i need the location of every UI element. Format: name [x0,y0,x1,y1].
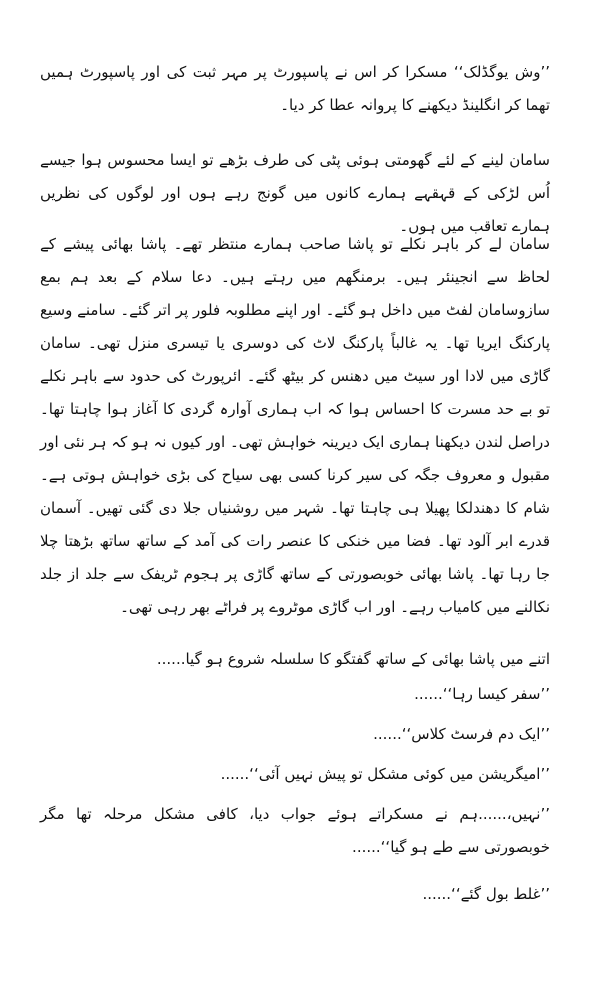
paragraph-conversation-start: اتنے میں پاشا بھائی کے ساتھ گفتگو کا سلسلہ شروع ہو گیا...... [156,650,550,668]
dialogue-line-wrong-word: ’’غلط بول گئے‘‘...... [422,885,550,903]
paragraph-baggage-belt: سامان لینے کے لئے گھومتی ہوئی پٹی کی طرف بڑھے تو ایسا محسوس ہوا جیسے اُس لڑکی کے قہقہے ہمارے کانوں میں گونج رہے ہوں اور لوگوں کی نظریں ہمارے تعاقب میں ہوں۔ [40,151,550,235]
dialogue-line-immigration: ’’امیگریشن میں کوئی مشکل تو پیش نہیں آئی‘‘...... [220,765,550,783]
paragraph-passport-stamp: ’’وش یوگڈلک‘‘ مسکرا کر اس نے پاسپورٹ پر مہر ثبت کی اور پاسپورٹ ہمیں تھما کر انگلینڈ دیکھنے کا پروانہ عطا کر دیا۔ [40,63,550,114]
dialogue-line-reply: ’’نہیں،......ہم نے مسکراتے ہوئے جواب دیا، کافی مشکل مرحلہ تھا مگر خوبصورتی سے طے ہو گیا‘‘...... [40,805,550,856]
dialogue-line-journey: ’’سفر کیسا رہا‘‘...... [414,685,550,703]
paragraph-arrival-drive: سامان لے کر باہر نکلے تو پاشا صاحب ہمارے منتظر تھے۔ پاشا بھائی پیشے کے لحاظ سے انجینئر ہیں۔ برمنگھم میں رہتے ہیں۔ دعا سلام کے بعد ہم بمع سازوسامان لفٹ میں داخل ہو گئے۔ اور اپنے مطلوبہ فلور پر اتر گئے۔ سامنے وسیع پارکنگ ایریا تھا۔ یہ غالباً پارکنگ لاٹ کی دوسری یا تیسری منزل تھی۔ سامان گاڑی میں لادا اور سیٹ میں دھنس کر بیٹھ گئے۔ ائرپورٹ کی حدود سے باہر نکلے تو بے حد مسرت کا احساس ہوا کہ اب ہماری آوارہ گردی کا آغاز ہوا چاہتا تھا۔ دراصل لندن دیکھنا ہماری ایک دیرینہ خواہش تھی۔ اور کیوں نہ ہو کہ ہر نئی اور مقبول و معروف جگہ کی سیر کرنا کسی بھی سیاح کی بڑی خواہش ہوتی ہے۔ شام کا دھندلکا پھیلا ہی چاہتا تھا۔ شہر میں روشنیاں جلا دی گئی تھیں۔ آسمان قدرے ابر آلود تھا۔ فضا میں خنکی کا عنصر رات کی آمد کے ساتھ ساتھ بڑھتا چلا جا رہا تھا۔ پاشا بھائی خوبصورتی کے ساتھ گاڑی پر ہجوم ٹریفک سے جلد از جلد نکالنے میں کامیاب رہے۔ اور اب گاڑی موٹروے پر فراٹے بھر رہی تھی۔ [40,235,550,616]
dialogue-line-first-class: ’’ایک دم فرسٹ کلاس‘‘...... [373,725,550,743]
